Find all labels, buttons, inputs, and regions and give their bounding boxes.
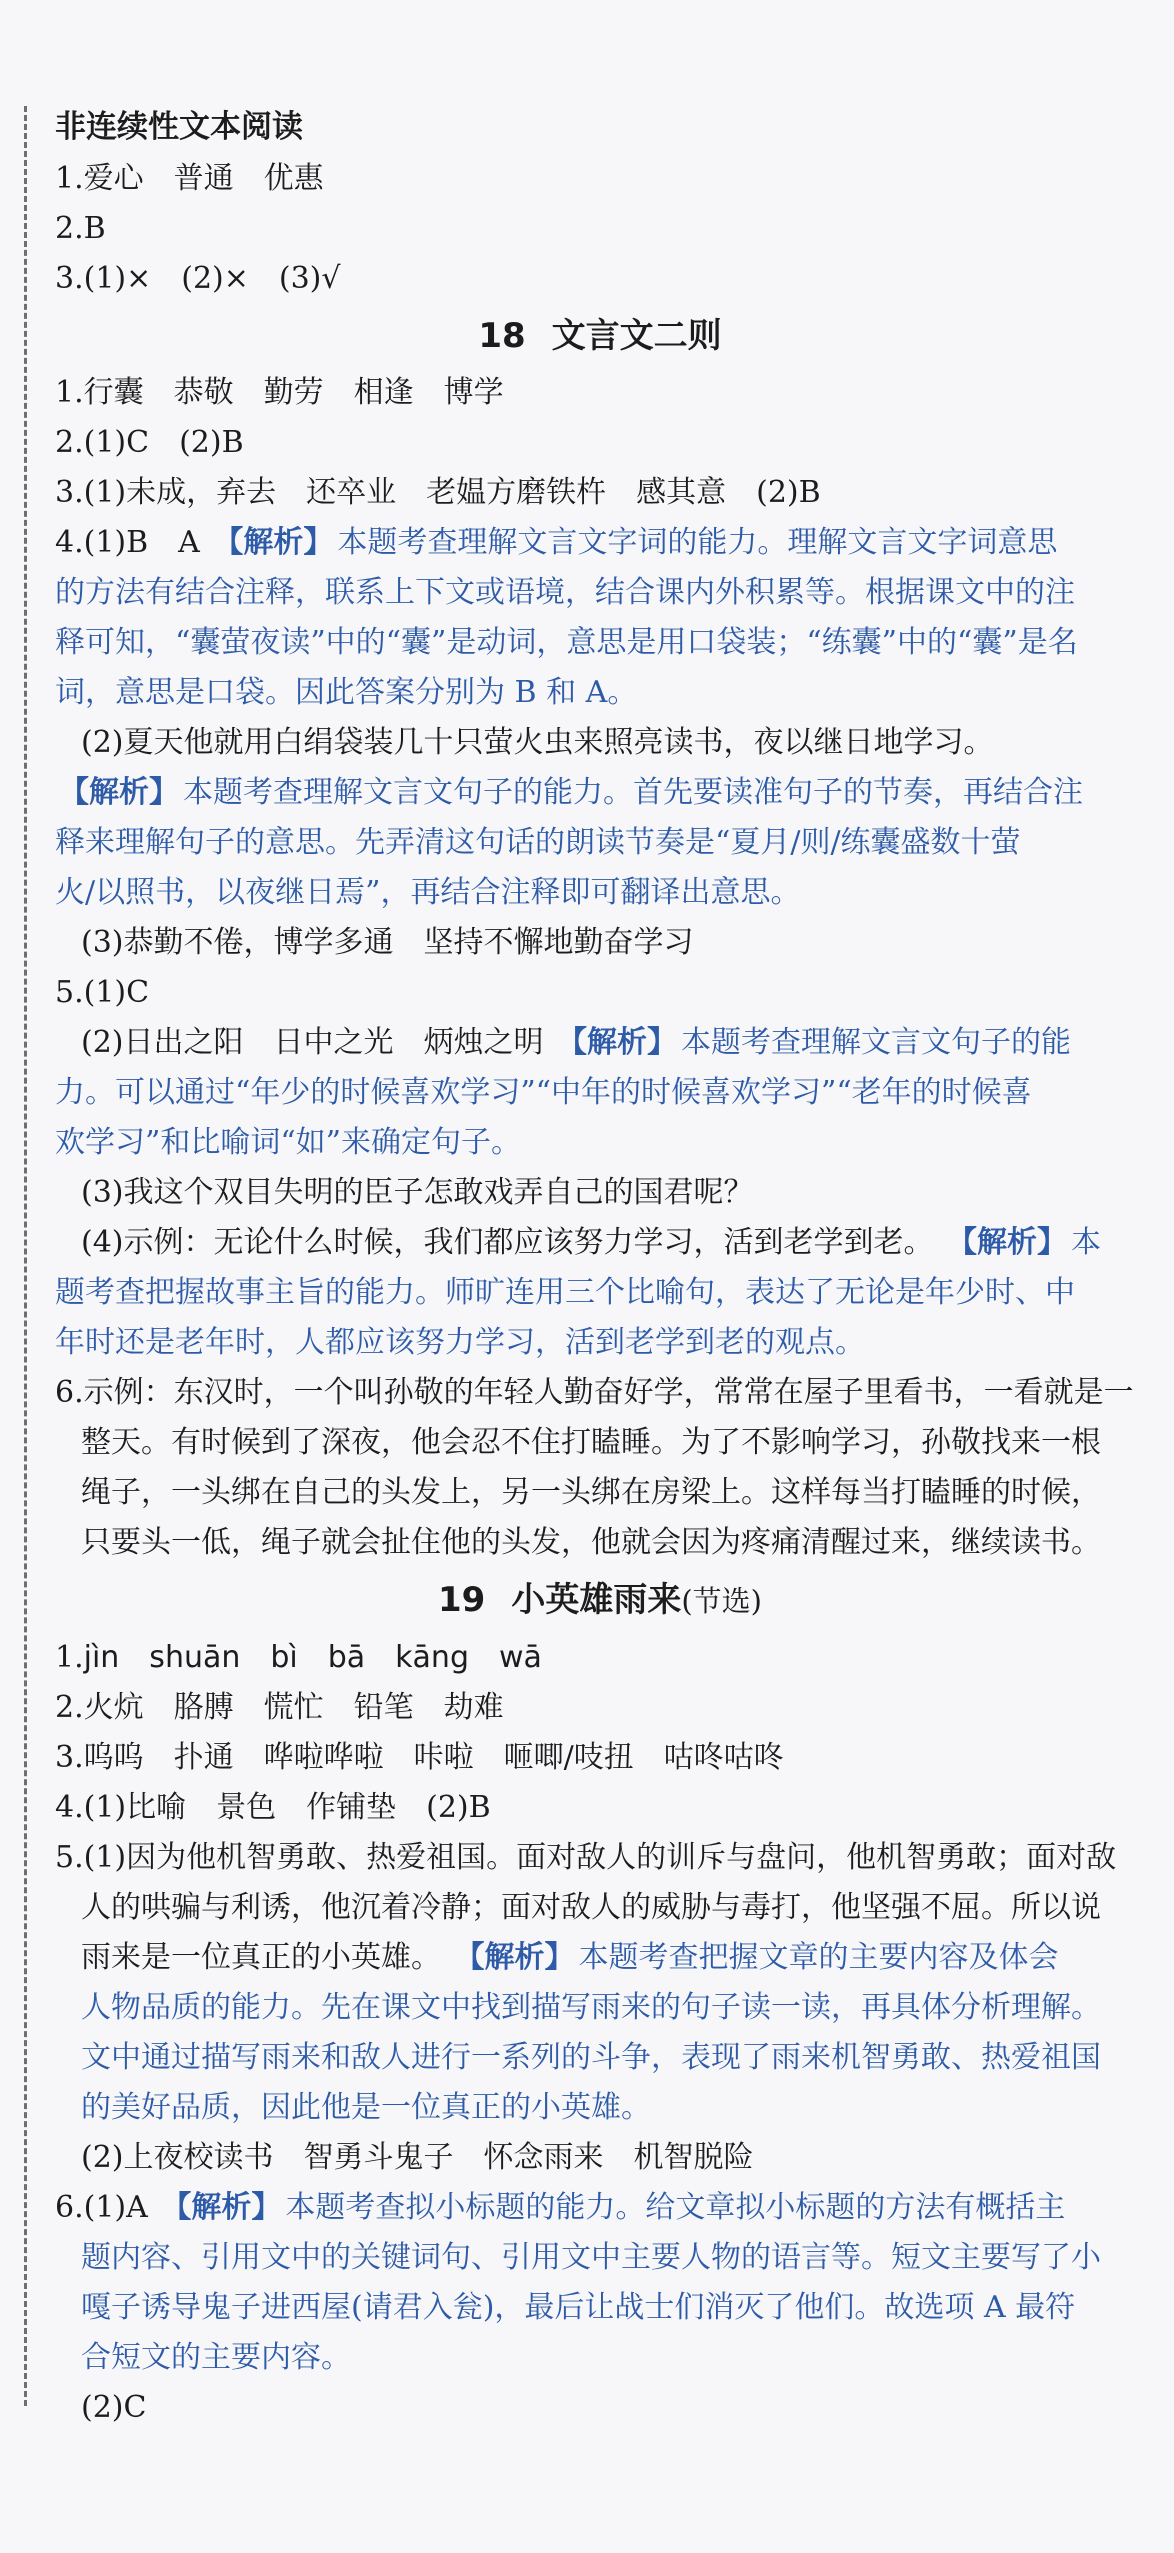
answer-line: 只要头一低，绳子就会扯住他的头发，他就会因为疼痛清醒过来，继续读书。 [81, 1525, 1101, 1560]
analysis-tag: 【解析】 [557, 1025, 678, 1060]
answer-line: 1.爱心 普通 优惠 [55, 161, 324, 196]
analysis-text: 本题考查理解文言文字词的能力。理解文言文字词意思 [337, 525, 1058, 560]
lesson-title [55, 304, 1145, 368]
answer-line: 雨来是一位真正的小英雄。 【解析】 本题考查把握文章的主要内容及体会 [81, 1940, 1059, 1975]
analysis-text: 嘎子诱导鬼子进西屋(请君入瓮)，最后让战士们消灭了他们。故选项 A 最符 [81, 2290, 1076, 2325]
answer-line: 3.(1)× (2)× (3)√ [55, 261, 341, 296]
answer-line: (2)夏天他就用白绢袋装几十只萤火虫来照亮读书，夜以继日地学习。 [81, 725, 994, 760]
lesson-subtitle: (节选) [681, 1584, 762, 1618]
answer-line: 3.呜呜 扑通 哗啦哗啦 咔啦 咂唧/吱扭 咕咚咕咚 [55, 1740, 784, 1775]
analysis-text: 题内容、引用文中的关键词句、引用文中主要人物的语言等。短文主要写了小 [81, 2240, 1101, 2275]
answer-line: 人的哄骗与利诱，他沉着冷静；面对敌人的威胁与毒打，他坚强不屈。所以说 [81, 1890, 1101, 1925]
answer-line: 6.示例：东汉时，一个叫孙敬的年轻人勤奋好学，常常在屋子里看书，一看就是一 [55, 1375, 1134, 1410]
answer-line [55, 768, 1145, 818]
answer-line: 整天。有时候到了深夜，他会忍不住打瞌睡。为了不影响学习，孙敬找来一根 [81, 1425, 1101, 1460]
answer-page [55, 100, 1145, 2433]
lesson-name: 文言文二则 [551, 316, 722, 356]
answer-line: (2)上夜校读书 智勇斗鬼子 怀念雨来 机智脱险 [81, 2140, 754, 2175]
analysis-text: 本题考查拟小标题的能力。给文章拟小标题的方法有概括主 [285, 2190, 1066, 2225]
analysis-text: 文中通过描写雨来和敌人进行一系列的斗争，表现了雨来机智勇敢、热爱祖国 [81, 2040, 1101, 2075]
analysis-text: 的美好品质，因此他是一位真正的小英雄。 [81, 2090, 651, 2125]
answer-line: 2.(1)C (2)B [55, 425, 244, 460]
analysis-text: 词，意思是口袋。因此答案分别为 B 和 A。 [55, 675, 638, 710]
lesson-number: 19 [438, 1580, 486, 1620]
answer-line: 2.B [55, 211, 106, 246]
analysis-text: 题考查把握故事主旨的能力。师旷连用三个比喻句，表达了无论是年少时、中 [55, 1275, 1075, 1310]
analysis-text: 年时还是老年时，人都应该努力学习，活到老学到老的观点。 [55, 1325, 865, 1360]
binding-margin-line [24, 106, 27, 2406]
analysis-text: 本 [1071, 1225, 1102, 1260]
analysis-tag: 【解析】 [59, 775, 179, 810]
lesson-title [55, 1568, 1145, 1633]
lesson-number: 18 [478, 316, 526, 356]
answer-line: (3)恭勤不倦，博学多通 坚持不懈地勤奋学习 [81, 925, 694, 960]
analysis-text: 人物品质的能力。先在课文中找到描写雨来的句子读一读，再具体分析理解。 [81, 1990, 1101, 2025]
answer-line: 1.行囊 恭敬 勤劳 相逢 博学 [55, 375, 504, 410]
analysis-text: 本题考查理解文言文句子的能 [681, 1025, 1072, 1060]
lesson-name: 小英雄雨来 [511, 1580, 682, 1620]
analysis-tag: 【解析】 [161, 2190, 282, 2225]
answer-line: 3.(1)未成，弃去 还卒业 老媪方磨铁杵 感其意 (2)B [55, 475, 821, 510]
answer-line: (2)C [81, 2390, 147, 2425]
answer-line: 6.(1)A 【解析】 本题考查拟小标题的能力。给文章拟小标题的方法有概括主 [55, 2190, 1066, 2225]
answer-line: 1.jìn shuān bì bā kāng wā [55, 1640, 542, 1675]
analysis-text: 释来理解句子的意思。先弄清这句话的朗读节奏是“夏月/则/练囊盛数十萤 [55, 825, 1021, 860]
answer-line: 5.(1)C [55, 975, 150, 1010]
answer-line: 5.(1)因为他机智勇敢、热爱祖国。面对敌人的训斥与盘问，他机智勇敢；面对敌 [55, 1840, 1117, 1875]
analysis-text: 欢学习”和比喻词“如”来确定句子。 [55, 1125, 522, 1160]
answer-line: 4.(1)比喻 景色 作铺垫 (2)B [55, 1790, 491, 1825]
analysis-text: 本题考查把握文章的主要内容及体会 [578, 1940, 1059, 1975]
answer-line: (2)日出之阳 日中之光 炳烛之明 【解析】 本题考查理解文言文句子的能 [81, 1025, 1072, 1060]
analysis-text: 本题考查理解文言文句子的能力。首先要读准句子的节奏，再结合注 [183, 775, 1083, 810]
analysis-tag: 【解析】 [454, 1940, 575, 1975]
analysis-text: 力。可以通过“年少的时候喜欢学习”“中年的时候喜欢学习”“老年的时候喜 [55, 1075, 1032, 1110]
answer-line: 2.火炕 胳膊 慌忙 铅笔 劫难 [55, 1690, 504, 1725]
analysis-text: 释可知，“囊萤夜读”中的“囊”是动词，意思是用口袋装；“练囊”中的“囊”是名 [55, 625, 1078, 660]
analysis-text: 火/以照书，以夜继日焉”，再结合注释即可翻译出意思。 [55, 875, 801, 910]
analysis-tag: 【解析】 [947, 1225, 1068, 1260]
answer-line: 绳子，一头绑在自己的头发上，另一头绑在房梁上。这样每当打瞌睡的时候， [81, 1475, 1101, 1510]
answer-line: 4.(1)B A 【解析】 本题考查理解文言文字词的能力。理解文言文字词意思 [55, 525, 1058, 560]
analysis-text: 合短文的主要内容。 [81, 2340, 351, 2375]
analysis-text: 的方法有结合注释，联系上下文或语境，结合课内外积累等。根据课文中的注 [55, 575, 1075, 610]
pinyin-answers: jìn shuān bì bā kāng wā [83, 1640, 542, 1675]
section-heading: 非连续性文本阅读 [55, 109, 303, 145]
answer-line: (4)示例：无论什么时候，我们都应该努力学习，活到老学到老。 【解析】 本 [81, 1225, 1102, 1260]
analysis-tag: 【解析】 [213, 525, 334, 560]
answer-line: (3)我这个双目失明的臣子怎敢戏弄自己的国君呢？ [81, 1175, 754, 1210]
